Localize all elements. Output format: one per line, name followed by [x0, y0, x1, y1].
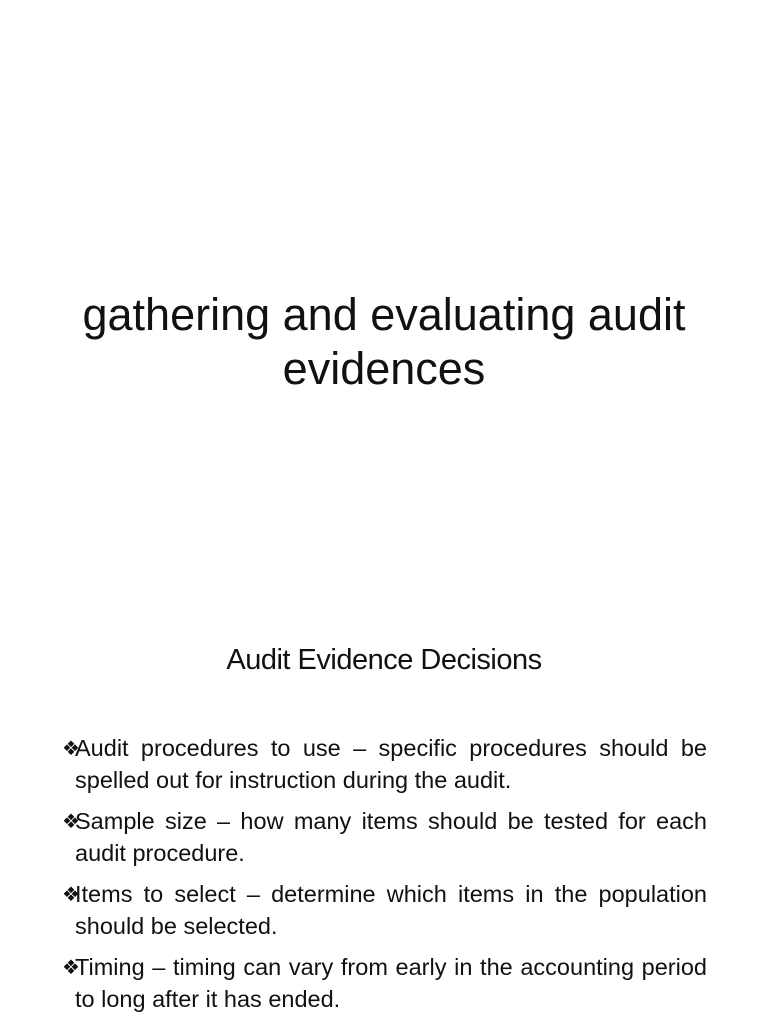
list-item — [62, 878, 707, 942]
bullet-text: Audit procedures to use – specific procedures should be spelled out for instruction during the audit. — [75, 735, 707, 793]
bullet-text: Timing – timing can vary from early in the accounting period to long after it has ended. — [75, 954, 707, 1012]
content-slide — [0, 580, 768, 1024]
list-item — [62, 732, 707, 796]
bullet-text: Sample size – how many items should be tested for each audit procedure. — [75, 808, 707, 866]
list-item — [62, 805, 707, 869]
list-item — [62, 951, 707, 1015]
four-diamond-icon: ❖ — [62, 736, 80, 760]
four-diamond-icon: ❖ — [62, 809, 80, 833]
four-diamond-icon: ❖ — [62, 955, 80, 979]
bullet-text: Items to select – determine which items in the population should be selected. — [75, 881, 707, 939]
four-diamond-icon: ❖ — [62, 882, 80, 906]
bullet-list — [62, 732, 707, 1024]
slide-title: gathering and evaluating audit evidences — [82, 289, 686, 394]
section-heading: Audit Evidence Decisions — [226, 644, 542, 676]
